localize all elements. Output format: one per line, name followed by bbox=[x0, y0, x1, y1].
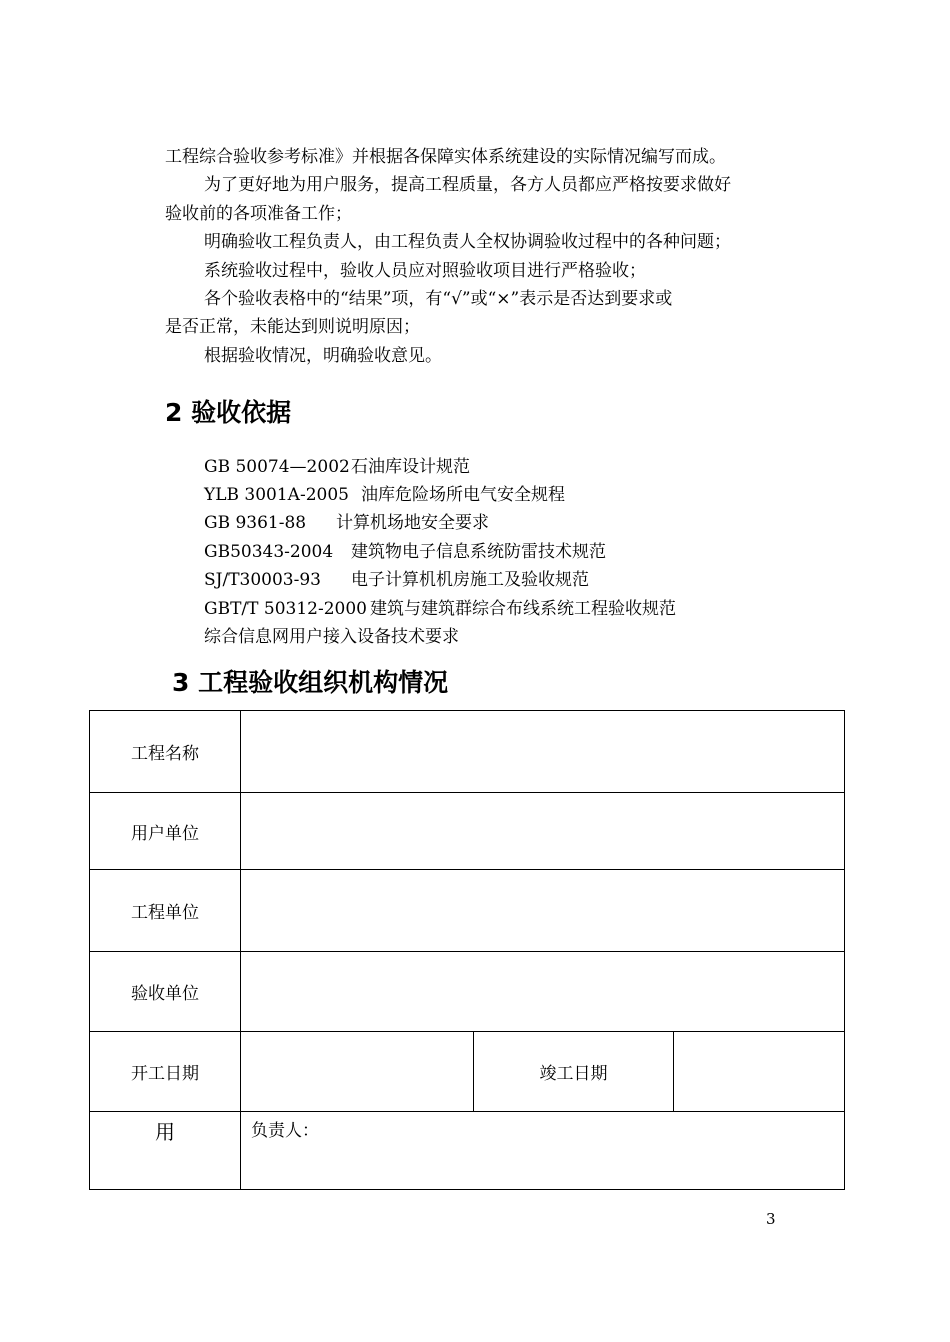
standard-name: 电子计算机机房施工及验收规范 bbox=[351, 570, 589, 590]
completion-date-label: 竣工日期 bbox=[474, 1032, 674, 1112]
engineering-unit-value bbox=[241, 870, 845, 952]
user-unit-label: 用户单位 bbox=[90, 793, 241, 870]
standard-code: YLB 3001A-2005 bbox=[204, 485, 349, 505]
organization-table bbox=[89, 710, 845, 1190]
engineering-unit-label: 工程单位 bbox=[90, 870, 241, 952]
intro-para5: 根据验收情况，明确验收意见。 bbox=[204, 346, 442, 366]
standard-item bbox=[204, 509, 489, 537]
project-name-label: 工程名称 bbox=[90, 711, 241, 793]
intro-para2: 明确验收工程负责人，由工程负责人全权协调验收过程中的各种问题； bbox=[204, 232, 731, 252]
table-row bbox=[90, 952, 845, 1032]
standard-name: 石油库设计规范 bbox=[351, 457, 470, 477]
intro-para1-line2: 验收前的各项准备工作； bbox=[165, 204, 352, 224]
table-row bbox=[90, 793, 845, 870]
standard-code: SJ/T30003-93 bbox=[204, 570, 321, 590]
intro-para4-line2: 是否正常，未能达到则说明原因； bbox=[165, 317, 420, 337]
user-row-label: 用 bbox=[90, 1112, 241, 1190]
intro-para3: 系统验收过程中，验收人员应对照验收项目进行严格验收； bbox=[204, 261, 646, 281]
standard-name: 综合信息网用户接入设备技术要求 bbox=[204, 627, 459, 647]
completion-date-value bbox=[674, 1032, 845, 1112]
intro-para1-line1: 为了更好地为用户服务，提高工程质量，各方人员都应严格按要求做好 bbox=[204, 175, 731, 195]
standard-item bbox=[204, 566, 589, 594]
standard-name: 建筑与建筑群综合布线系统工程验收规范 bbox=[370, 599, 676, 619]
table-row bbox=[90, 870, 845, 952]
standard-name: 建筑物电子信息系统防雷技术规范 bbox=[351, 542, 606, 562]
start-date-label: 开工日期 bbox=[90, 1032, 241, 1112]
acceptance-unit-label: 验收单位 bbox=[90, 952, 241, 1032]
standard-item bbox=[204, 595, 676, 623]
section3-heading: 3 工程验收组织机构情况 bbox=[172, 668, 449, 697]
standard-name: 计算机场地安全要求 bbox=[336, 513, 489, 533]
acceptance-unit-value bbox=[241, 952, 845, 1032]
standard-code: GB50343-2004 bbox=[204, 542, 334, 562]
standard-item bbox=[204, 623, 459, 651]
table-row bbox=[90, 1032, 845, 1112]
intro-line-1: 工程综合验收参考标准》并根据各保障实体系统建设的实际情况编写而成。 bbox=[165, 147, 726, 167]
responsible-label: 负责人： bbox=[241, 1112, 845, 1190]
standard-code: GBT/T 50312-2000 bbox=[204, 599, 367, 619]
start-date-value bbox=[241, 1032, 474, 1112]
standard-item bbox=[204, 453, 470, 481]
standard-code: GB 50074—2002 bbox=[204, 457, 350, 477]
user-unit-value bbox=[241, 793, 845, 870]
standard-item bbox=[204, 538, 606, 566]
standard-item bbox=[204, 481, 565, 509]
page-number: 3 bbox=[766, 1210, 776, 1228]
table-row bbox=[90, 1112, 845, 1190]
intro-para4-line1: 各个验收表格中的“结果”项，有“√”或“×”表示是否达到要求或 bbox=[204, 289, 673, 309]
standard-name: 油库危险场所电气安全规程 bbox=[361, 485, 565, 505]
table-row bbox=[90, 711, 845, 793]
standard-code: GB 9361-88 bbox=[204, 513, 307, 533]
section2-heading: 2 验收依据 bbox=[165, 398, 292, 427]
project-name-value bbox=[241, 711, 845, 793]
